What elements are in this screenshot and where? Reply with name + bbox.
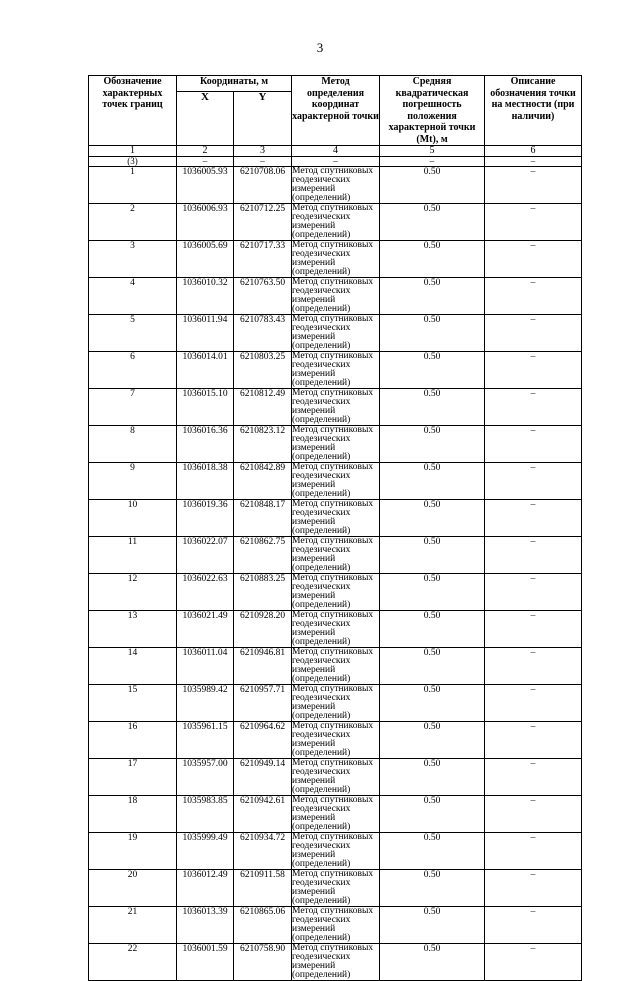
description-cell: – [485,537,582,574]
table-row [89,685,582,722]
point-number: 20 [89,870,177,907]
point-number: 22 [89,944,177,981]
description-cell: – [485,833,582,870]
column-number: 1 [89,146,177,157]
point-number: 18 [89,796,177,833]
coord-y: 6210803.25 [234,352,292,389]
error-cell: 0.50 [380,870,485,907]
table-row [89,389,582,426]
point-number: 9 [89,463,177,500]
point-number: 15 [89,685,177,722]
coord-y: 6210946.81 [234,648,292,685]
table-row [89,574,582,611]
coord-x: 1036021.49 [177,611,234,648]
coord-y: 6210717.33 [234,241,292,278]
table-row [89,278,582,315]
point-number: 4 [89,278,177,315]
coord-y: 6210862.75 [234,537,292,574]
description-cell: – [485,574,582,611]
table-row [89,833,582,870]
error-cell: 0.50 [380,833,485,870]
table-row [89,759,582,796]
description-cell: – [485,500,582,537]
column-number-row [89,146,582,157]
point-number: 21 [89,907,177,944]
column-number: 4 [292,146,380,157]
error-cell: 0.50 [380,278,485,315]
coord-y: 6210708.06 [234,167,292,204]
coord-y: 6210964.62 [234,722,292,759]
error-cell: 0.50 [380,426,485,463]
point-number: 10 [89,500,177,537]
coord-y: 6210758.90 [234,944,292,981]
point-number: 13 [89,611,177,648]
table-row [89,463,582,500]
error-cell: 0.50 [380,315,485,352]
boundary-points-table [88,75,582,981]
coord-x: 1035999.49 [177,833,234,870]
coord-x: 1036014.01 [177,352,234,389]
coord-y: 6210942.61 [234,796,292,833]
coord-x: 1036022.07 [177,537,234,574]
method-cell: Метод спутниковых геодезических измерений (определений) [292,611,380,648]
error-cell: 0.50 [380,574,485,611]
method-cell: Метод спутниковых геодезических измерений (определений) [292,574,380,611]
table-row [89,796,582,833]
table-row [89,537,582,574]
description-cell: – [485,685,582,722]
method-cell: Метод спутниковых геодезических измерений (определений) [292,907,380,944]
coord-y: 6210812.49 [234,389,292,426]
header-coordinates: Координаты, м [177,76,292,92]
error-cell: 0.50 [380,241,485,278]
point-number: 3 [89,241,177,278]
method-cell: Метод спутниковых геодезических измерений (определений) [292,796,380,833]
method-cell: Метод спутниковых геодезических измерений (определений) [292,352,380,389]
table-row [89,870,582,907]
description-cell: – [485,944,582,981]
coord-x: 1035957.00 [177,759,234,796]
table-row [89,648,582,685]
table-row [89,167,582,204]
header-description: Описание обозначения точки на местности (при наличии) [485,76,582,146]
method-cell: Метод спутниковых геодезических измерений (определений) [292,315,380,352]
column-number: 3 [234,146,292,157]
coord-y: 6210911.58 [234,870,292,907]
method-cell: Метод спутниковых геодезических измерений (определений) [292,537,380,574]
table-row [89,907,582,944]
coord-y: 6210883.25 [234,574,292,611]
error-cell: 0.50 [380,204,485,241]
description-cell: – [485,759,582,796]
coord-x: 1036022.63 [177,574,234,611]
page-number: 3 [316,40,324,55]
header-y: Y [234,91,292,145]
point-number: 5 [89,315,177,352]
point-number: 7 [89,389,177,426]
contour-dash: – [234,157,292,167]
coord-y: 6210928.20 [234,611,292,648]
coord-y: 6210848.17 [234,500,292,537]
method-cell: Метод спутниковых геодезических измерений (определений) [292,241,380,278]
description-cell: – [485,352,582,389]
header-method: Метод определения координат характерной точки [292,76,380,146]
description-cell: – [485,722,582,759]
point-number: 16 [89,722,177,759]
method-cell: Метод спутниковых геодезических измерений (определений) [292,204,380,241]
error-cell: 0.50 [380,500,485,537]
point-number: 8 [89,426,177,463]
coord-x: 1036005.69 [177,241,234,278]
coord-x: 1035989.42 [177,685,234,722]
error-cell: 0.50 [380,759,485,796]
coord-x: 1036011.04 [177,648,234,685]
method-cell: Метод спутниковых геодезических измерений (определений) [292,648,380,685]
description-cell: – [485,241,582,278]
table-row [89,944,582,981]
table-row [89,500,582,537]
error-cell: 0.50 [380,611,485,648]
point-number: 6 [89,352,177,389]
error-cell: 0.50 [380,796,485,833]
coord-x: 1036001.59 [177,944,234,981]
description-cell: – [485,204,582,241]
point-number: 17 [89,759,177,796]
coord-y: 6210763.50 [234,278,292,315]
point-number: 12 [89,574,177,611]
method-cell: Метод спутниковых геодезических измерений (определений) [292,833,380,870]
contour-dash: – [485,157,582,167]
error-cell: 0.50 [380,352,485,389]
contour-label-row [89,157,582,167]
error-cell: 0.50 [380,167,485,204]
point-number: 1 [89,167,177,204]
point-number: 14 [89,648,177,685]
error-cell: 0.50 [380,722,485,759]
header-x: X [177,91,234,145]
coord-x: 1036019.36 [177,500,234,537]
description-cell: – [485,278,582,315]
error-cell: 0.50 [380,463,485,500]
description-cell: – [485,870,582,907]
coord-y: 6210949.14 [234,759,292,796]
table-row [89,426,582,463]
coord-x: 1036016.36 [177,426,234,463]
coord-x: 1036011.94 [177,315,234,352]
coord-y: 6210957.71 [234,685,292,722]
coord-y: 6210842.89 [234,463,292,500]
table-row [89,352,582,389]
method-cell: Метод спутниковых геодезических измерений (определений) [292,944,380,981]
coord-x: 1035961.15 [177,722,234,759]
header-point-designation: Обозначение характерных точек границ [89,76,177,146]
coord-x: 1036005.93 [177,167,234,204]
column-number: 5 [380,146,485,157]
contour-dash: – [380,157,485,167]
error-cell: 0.50 [380,685,485,722]
point-number: 2 [89,204,177,241]
method-cell: Метод спутниковых геодезических измерений (определений) [292,278,380,315]
error-cell: 0.50 [380,389,485,426]
description-cell: – [485,463,582,500]
contour-dash: – [292,157,380,167]
method-cell: Метод спутниковых геодезических измерений (определений) [292,759,380,796]
column-number: 2 [177,146,234,157]
contour-dash: – [177,157,234,167]
column-number: 6 [485,146,582,157]
coord-x: 1036010.32 [177,278,234,315]
description-cell: – [485,167,582,204]
table-row [89,611,582,648]
point-number: 11 [89,537,177,574]
coord-y: 6210823.12 [234,426,292,463]
table-row [89,241,582,278]
coord-y: 6210865.06 [234,907,292,944]
header-error: Средняя квадратическая погрешность положения характерной точки (Mt), м [380,76,485,146]
method-cell: Метод спутниковых геодезических измерений (определений) [292,426,380,463]
description-cell: – [485,648,582,685]
table-row [89,722,582,759]
method-cell: Метод спутниковых геодезических измерений (определений) [292,500,380,537]
method-cell: Метод спутниковых геодезических измерений (определений) [292,463,380,500]
description-cell: – [485,426,582,463]
point-number: 19 [89,833,177,870]
method-cell: Метод спутниковых геодезических измерений (определений) [292,685,380,722]
coord-y: 6210934.72 [234,833,292,870]
description-cell: – [485,389,582,426]
method-cell: Метод спутниковых геодезических измерений (определений) [292,722,380,759]
error-cell: 0.50 [380,907,485,944]
coord-x: 1036013.39 [177,907,234,944]
description-cell: – [485,907,582,944]
table-row [89,315,582,352]
method-cell: Метод спутниковых геодезических измерений (определений) [292,870,380,907]
coord-x: 1036018.38 [177,463,234,500]
description-cell: – [485,315,582,352]
coord-x: 1035983.85 [177,796,234,833]
description-cell: – [485,611,582,648]
method-cell: Метод спутниковых геодезических измерений (определений) [292,167,380,204]
error-cell: 0.50 [380,537,485,574]
coord-y: 6210712.25 [234,204,292,241]
contour-label: (3) [89,157,177,167]
coord-y: 6210783.43 [234,315,292,352]
error-cell: 0.50 [380,648,485,685]
table-row [89,204,582,241]
method-cell: Метод спутниковых геодезических измерений (определений) [292,389,380,426]
coord-x: 1036012.49 [177,870,234,907]
coord-x: 1036015.10 [177,389,234,426]
error-cell: 0.50 [380,944,485,981]
coord-x: 1036006.93 [177,204,234,241]
description-cell: – [485,796,582,833]
